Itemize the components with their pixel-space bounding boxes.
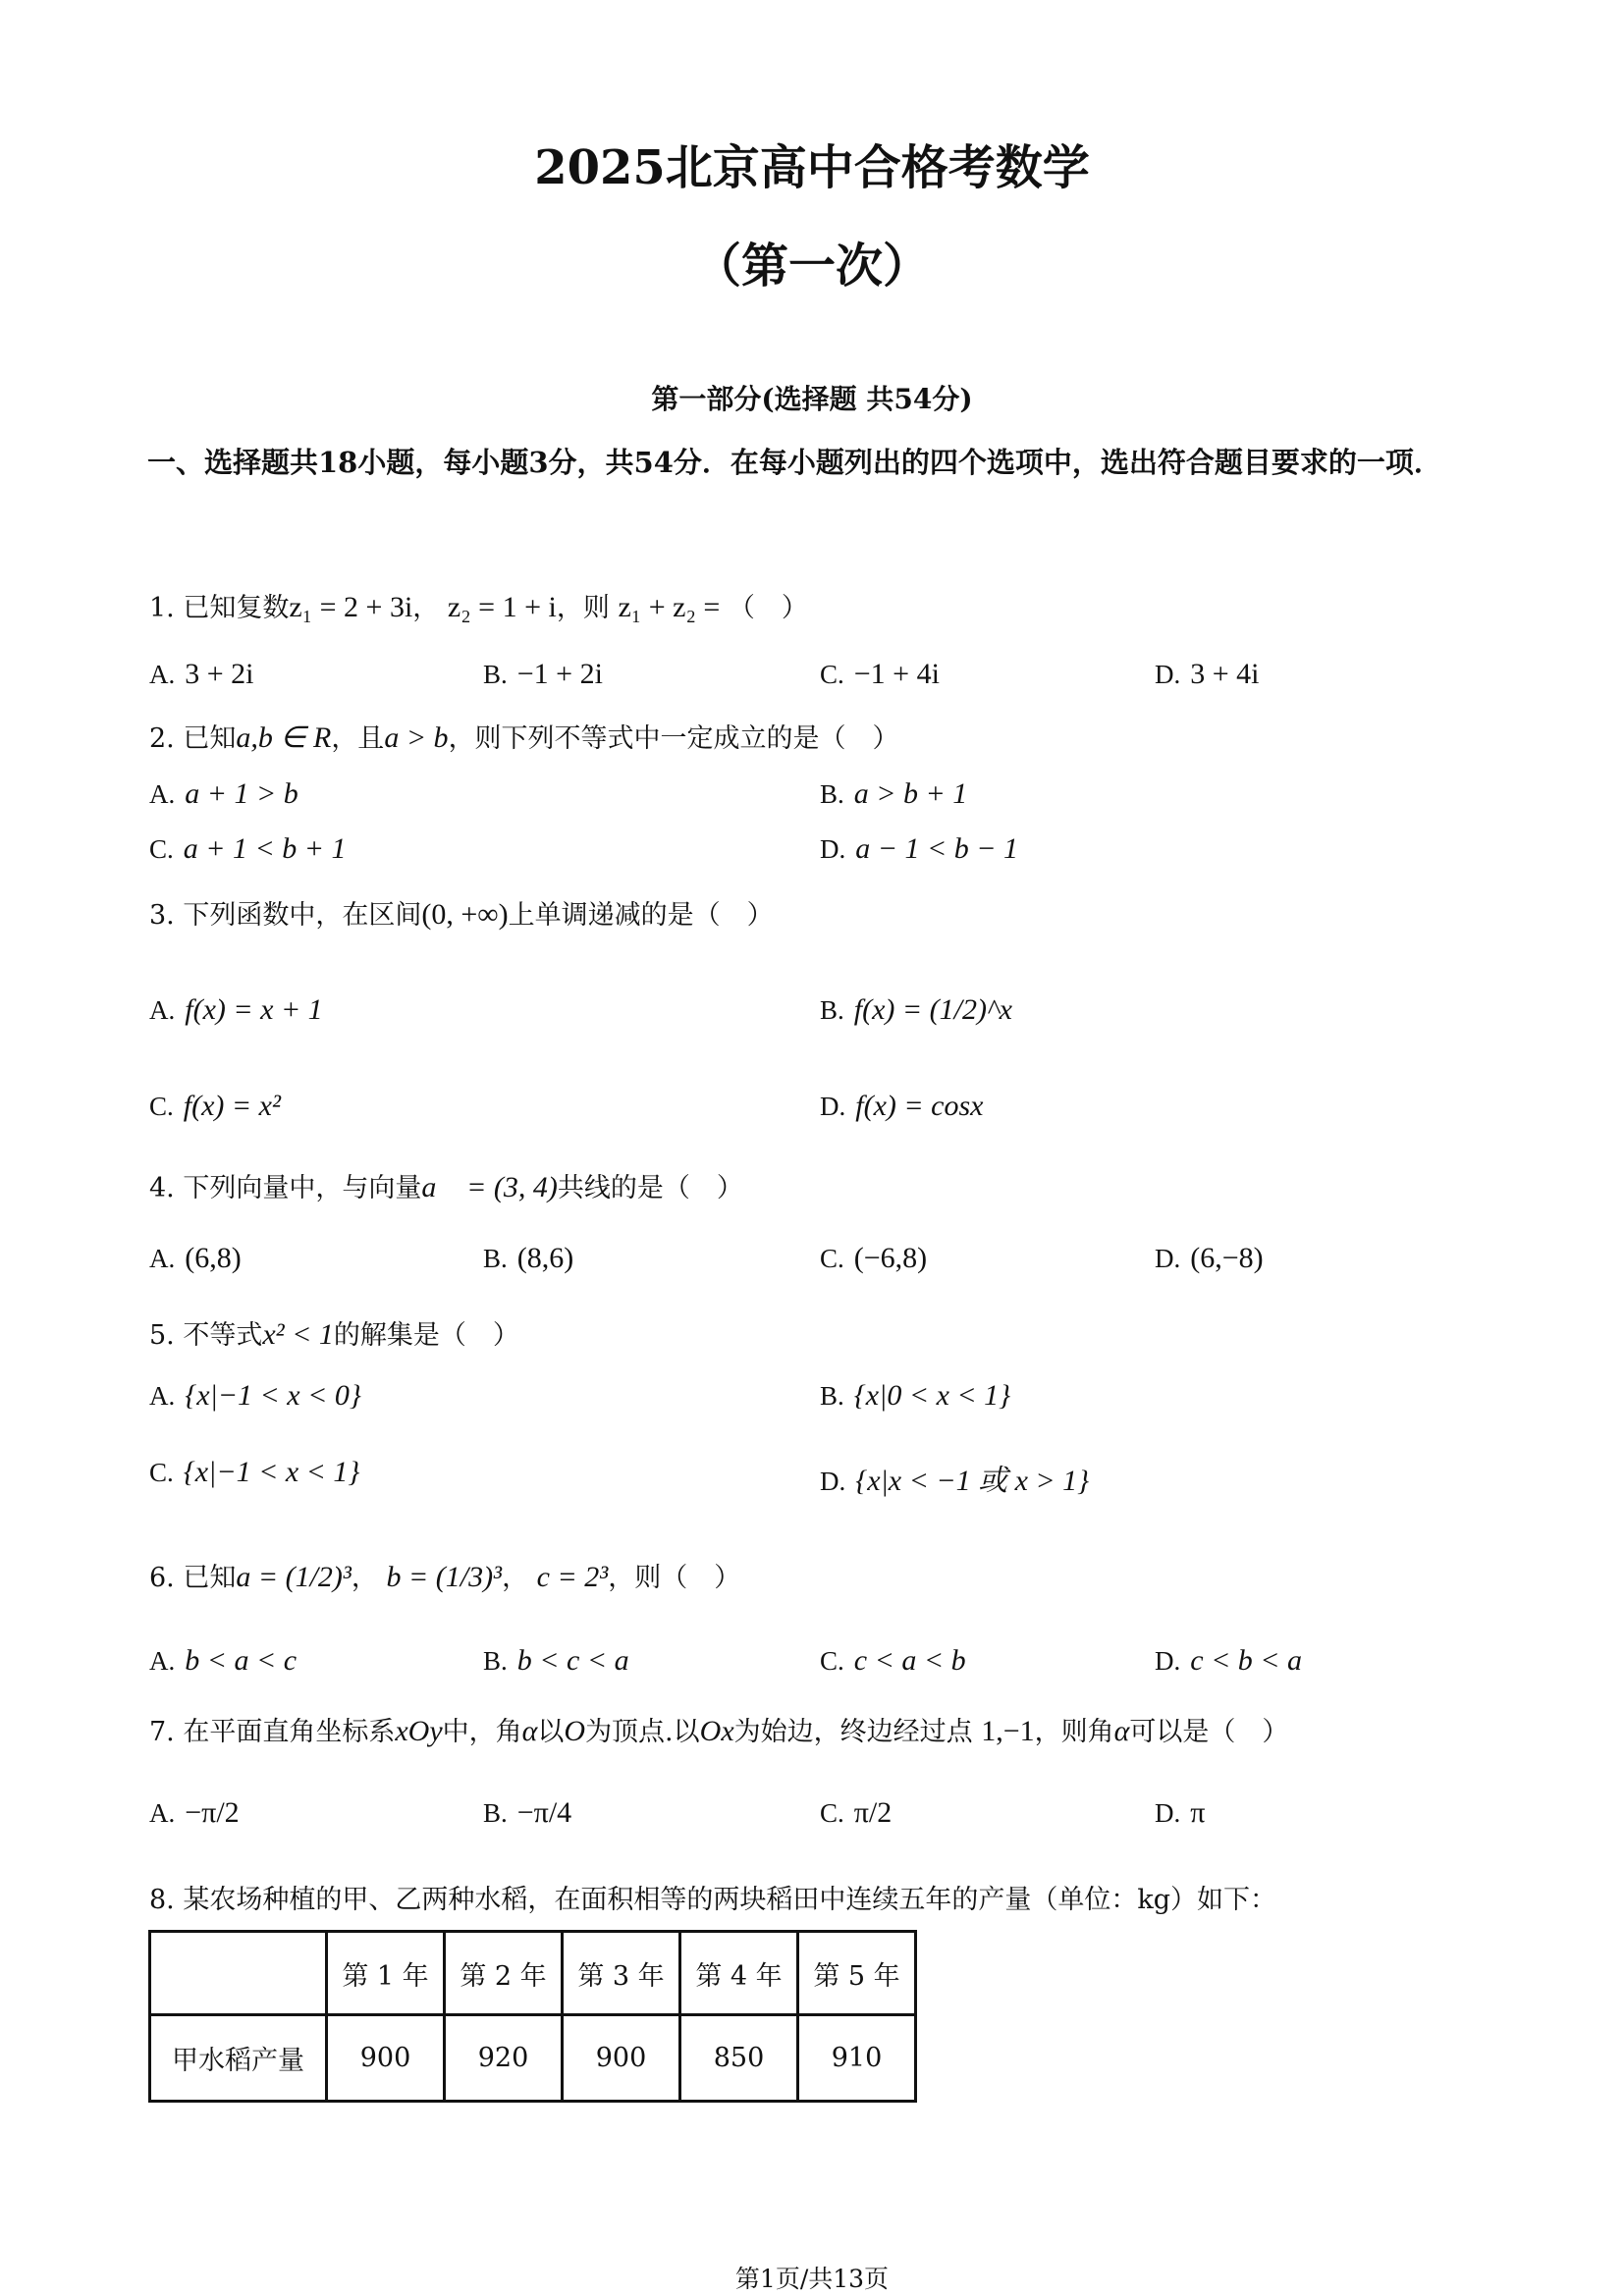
q1-z2: z₂ = 1 + i: [447, 591, 557, 623]
table-cell: 920: [445, 2015, 563, 2102]
q5-option-c: C. {x|−1 < x < 1}: [149, 1456, 360, 1488]
table-cell: 900: [327, 2015, 445, 2102]
q1-expr: z₁ + z₂ =: [618, 591, 721, 623]
q7-point: 1,−1: [981, 1715, 1035, 1747]
q7-option-d: D. π: [1155, 1796, 1206, 1829]
q3-option-c: C. f(x) = x²: [149, 1090, 281, 1122]
q2-option-d: D. a − 1 < b − 1: [820, 832, 1018, 865]
q3-option-d: D. f(x) = cosx: [820, 1090, 984, 1122]
table-row-label: 甲水稻产量: [150, 2015, 327, 2102]
table-header-cell: 第 5 年: [798, 1932, 916, 2015]
q6-option-b: B. b < c < a: [483, 1644, 629, 1677]
q6-c-definition: c = 2³: [536, 1561, 609, 1593]
q1-option-b: B. −1 + 2i: [483, 658, 603, 690]
question-1: 1. 已知复数z₁ = 2 + 3i， z₂ = 1 + i，则 z₁ + z₂ = （ ）: [149, 591, 808, 623]
q3-interval: (0, +∞): [421, 898, 509, 931]
table-header-cell: [150, 1932, 327, 2015]
q7-option-b: B. −π/4: [483, 1796, 572, 1829]
q1-option-a: A. 3 + 2i: [149, 658, 254, 690]
question-2: 2. 已知a,b ∈ R，且a > b，则下列不等式中一定成立的是（ ）: [149, 721, 899, 754]
table-header-cell: 第 3 年: [563, 1932, 680, 2015]
q6-a-definition: a = (1/2)³: [236, 1561, 352, 1593]
page-title: 2025北京高中合格考数学: [534, 140, 1090, 195]
q6-option-a: A. b < a < c: [149, 1644, 298, 1677]
q7-option-c: C. π/2: [820, 1796, 893, 1829]
q1-option-c: C. −1 + 4i: [820, 658, 940, 690]
table-cell: 900: [563, 2015, 680, 2102]
page-footer: 第1页/共13页: [734, 2265, 890, 2293]
q2-cond1: a,b ∈ R: [236, 721, 332, 754]
q7-option-a: A. −π/2: [149, 1796, 240, 1829]
table-cell: 910: [798, 2015, 916, 2102]
q5-inequality: x² < 1: [262, 1318, 334, 1351]
q5-option-b: B. {x|0 < x < 1}: [820, 1379, 1011, 1412]
section-header: 第一部分(选择题 共54分): [651, 383, 973, 415]
q3-option-b: B. f(x) = (1/2)^x: [820, 993, 1012, 1026]
q6-option-d: D. c < b < a: [1155, 1644, 1303, 1677]
q4-option-d: D. (6,−8): [1155, 1242, 1264, 1274]
table-header-cell: 第 2 年: [445, 1932, 563, 2015]
q2-option-a: A. a + 1 > b: [149, 777, 298, 810]
question-3: 3. 下列函数中，在区间(0, +∞)上单调递减的是（ ）: [149, 898, 774, 931]
q2-option-b: B. a > b + 1: [820, 777, 968, 810]
q5-option-a: A. {x|−1 < x < 0}: [149, 1379, 361, 1412]
q6-b-definition: b = (1/3)³: [386, 1561, 503, 1593]
q4-option-a: A. (6,8): [149, 1242, 242, 1274]
question-7: 7. 在平面直角坐标系xOy中，角α以O为顶点.以Ox为始边，终边经过点 1,−1，则角α可以是（ ）: [149, 1715, 1289, 1747]
table-cell: 850: [680, 2015, 798, 2102]
q4-option-b: B. (8,6): [483, 1242, 574, 1274]
q6-option-c: C. c < a < b: [820, 1644, 966, 1677]
question-8: 8. 某农场种植的甲、乙两种水稻，在面积相等的两块稻田中连续五年的产量（单位：kg）如下：: [149, 1885, 1276, 1915]
table-header-cell: 第 4 年: [680, 1932, 798, 2015]
q2-option-c: C. a + 1 < b + 1: [149, 832, 347, 865]
q1-z1: z₁ = 2 + 3i: [289, 591, 413, 623]
table-header-cell: 第 1 年: [327, 1932, 445, 2015]
page-subtitle: （第一次）: [693, 239, 930, 294]
instructions: 一、选择题共18小题，每小题3分，共54分．在每小题列出的四个选项中，选出符合题目要求的一项．: [147, 446, 1442, 479]
yield-table: [148, 1930, 917, 2103]
q4-option-c: C. (−6,8): [820, 1242, 928, 1274]
question-5: 5. 不等式x² < 1的解集是（ ）: [149, 1318, 519, 1351]
q3-option-a: A. f(x) = x + 1: [149, 993, 323, 1026]
q5-option-d: D. {x|x < −1 或 x > 1}: [820, 1465, 1090, 1497]
q4-vector: a⃗ = (3, 4): [421, 1171, 558, 1203]
q1-option-d: D. 3 + 4i: [1155, 658, 1260, 690]
question-4: 4. 下列向量中，与向量a⃗ = (3, 4)共线的是（ ）: [149, 1171, 743, 1203]
q2-cond2: a > b: [384, 721, 449, 754]
question-6: 6. 已知a = (1/2)³， b = (1/3)³， c = 2³，则（ ）: [149, 1561, 741, 1593]
